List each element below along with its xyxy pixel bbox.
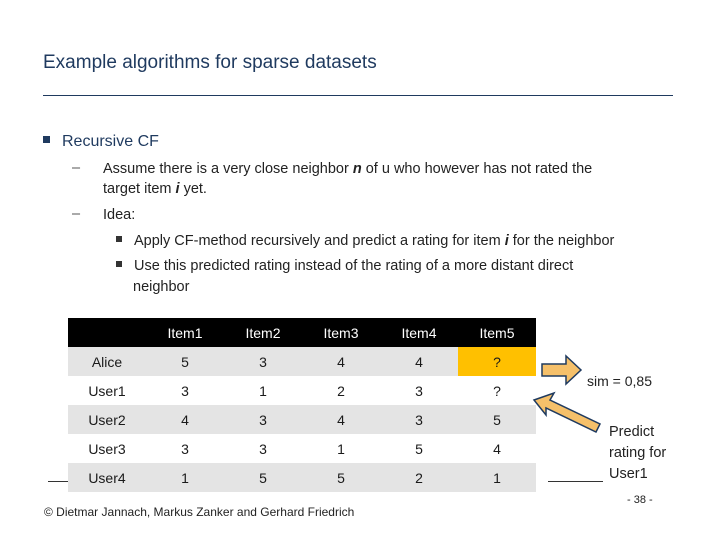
slide-title: Example algorithms for sparse datasets — [43, 52, 377, 73]
predict-line: rating for — [609, 445, 667, 461]
idea-item-text: Apply CF-method recursively and predict a rating for item — [134, 233, 505, 249]
neighbor-symbol: n — [352, 161, 362, 177]
rating-cell: 3 — [224, 434, 302, 463]
header-cell: Item2 — [224, 318, 302, 347]
rating-cell: 5 — [224, 463, 302, 492]
rating-cell: 4 — [302, 405, 380, 434]
rating-cell: 5 — [302, 463, 380, 492]
idea-item-text: Use this predicted rating instead of the rating of a more distant direct — [134, 258, 574, 274]
page-number: - 38 - — [627, 494, 653, 506]
rating-cell: 3 — [146, 434, 224, 463]
rating-cell: 4 — [302, 347, 380, 376]
rating-cell: 5 — [458, 405, 536, 434]
rating-cell: 2 — [302, 376, 380, 405]
item-symbol: i — [504, 233, 509, 249]
rating-cell: 3 — [224, 347, 302, 376]
predict-line: User1 — [609, 466, 648, 482]
diagonal-arrow-icon — [534, 393, 600, 432]
rating-cell: 4 — [380, 347, 458, 376]
idea-item-text: for the neighbor — [508, 233, 615, 249]
assumption-text-part: of u who however has not rated the — [361, 161, 593, 177]
row-label: User3 — [68, 434, 146, 463]
header-cell: Item5 — [458, 318, 536, 347]
rating-cell: 4 — [458, 434, 536, 463]
rating-cell: 1 — [224, 376, 302, 405]
assumption-text-part: Assume there is a very close neighbor — [103, 161, 353, 177]
similarity-label: sim = 0,85 — [587, 373, 652, 389]
rating-cell-unknown: ? — [458, 376, 536, 405]
idea-item-2-cont: neighbor — [133, 279, 190, 295]
assumption-text-part: yet. — [179, 181, 207, 197]
footer-line-left — [48, 481, 68, 482]
rating-cell: 1 — [458, 463, 536, 492]
dash-bullet-1: – — [72, 160, 81, 176]
left-arrow-icon — [542, 356, 581, 384]
row-label: User4 — [68, 463, 146, 492]
header-cell: Item4 — [380, 318, 458, 347]
rating-cell: 1 — [146, 463, 224, 492]
rating-cell: 3 — [224, 405, 302, 434]
rating-cell-target: ? — [458, 347, 536, 376]
item-symbol: i — [175, 181, 180, 197]
idea-label: Idea: — [103, 207, 136, 223]
rating-cell: 3 — [380, 405, 458, 434]
header-cell: Item3 — [302, 318, 380, 347]
predict-line: Predict — [609, 424, 655, 440]
rating-cell: 5 — [380, 434, 458, 463]
footer-copyright: © Dietmar Jannach, Markus Zanker and Gerhard Friedrich — [44, 505, 355, 519]
rating-cell: 2 — [380, 463, 458, 492]
footer-line-right — [548, 481, 603, 482]
row-label: Alice — [68, 347, 146, 376]
row-label: User1 — [68, 376, 146, 405]
rating-cell: 1 — [302, 434, 380, 463]
dash-bullet-2: – — [72, 206, 81, 222]
bullet-label: Recursive CF — [62, 133, 159, 150]
rating-cell: 5 — [146, 347, 224, 376]
rating-cell: 3 — [146, 376, 224, 405]
header-cell: Item1 — [146, 318, 224, 347]
assumption-text-part: target item — [103, 181, 176, 197]
row-label: User2 — [68, 405, 146, 434]
rating-cell: 4 — [146, 405, 224, 434]
rating-cell: 3 — [380, 376, 458, 405]
predict-label — [609, 422, 666, 485]
